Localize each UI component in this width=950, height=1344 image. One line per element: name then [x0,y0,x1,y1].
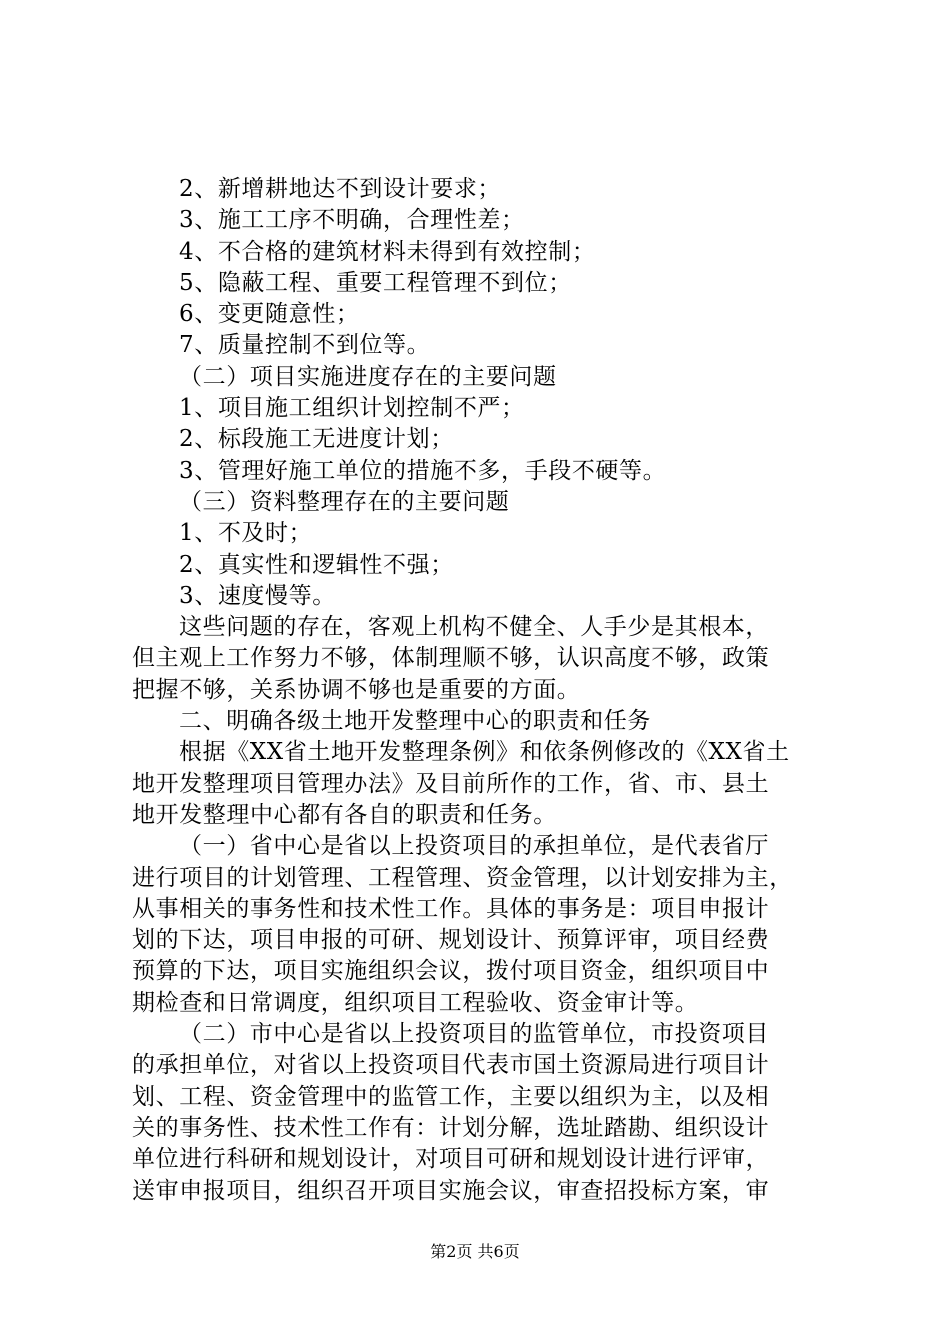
text-line: 5、隐蔽工程、重要工程管理不到位； [179,269,572,296]
text-line: 从事相关的事务性和技术性工作。具体的事务是：项目申报计 [132,895,770,922]
text-line: 划的下达，项目申报的可研、规划设计、预算评审，项目经费 [132,927,770,954]
text-line: 地开发整理项目管理办法》及目前所作的工作，省、市、县土 [132,770,770,797]
text-line: （二）项目实施进度存在的主要问题 [179,363,557,390]
text-line: 地开发整理中心都有各自的职责和任务。 [132,801,557,828]
document-body [132,174,832,1207]
page-footer: 第2页 共6页 [430,1242,520,1261]
text-line: 3、速度慢等。 [179,582,336,609]
text-line: 的承担单位，对省以上投资项目代表市国土资源局进行项目计 [132,1052,770,1079]
text-line: （三）资料整理存在的主要问题 [179,488,510,515]
text-line: 2、标段施工无进度计划； [179,426,454,453]
text-line: 划、工程、资金管理中的监管工作，主要以组织为主，以及相 [132,1083,770,1110]
text-line: 1、不及时； [179,520,313,547]
text-line: 4、不合格的建筑材料未得到有效控制； [179,238,596,265]
text-line: （一）省中心是省以上投资项目的承担单位，是代表省厅 [179,833,769,860]
text-line: 期检查和日常调度，组织项目工程验收、资金审计等。 [132,989,699,1016]
text-line: 2、新增耕地达不到设计要求； [179,176,502,202]
text-line: 但主观上工作努力不够，体制理顺不够，认识高度不够，政策 [132,645,770,672]
text-line: 6、变更随意性； [179,301,360,328]
text-line: 3、管理好施工单位的措施不多，手段不硬等。 [179,457,667,484]
text-line: 2、真实性和逻辑性不强； [179,551,454,578]
text-line: 送审申报项目，组织召开项目实施会议，审查招投标方案，审 [132,1177,770,1204]
text-line: 3、施工工序不明确，合理性差； [179,207,525,234]
text-line: 7、质量控制不到位等。 [179,332,431,359]
text-line: （二）市中心是省以上投资项目的监管单位，市投资项目 [179,1021,769,1048]
text-line: 根据《XX省土地开发整理条例》和依条例修改的《XX省土 [179,739,790,766]
text-line: 进行项目的计划管理、工程管理、资金管理，以计划安排为主， [132,864,793,891]
text-line: 1、项目施工组织计划控制不严； [179,395,525,422]
text-line: 二、明确各级土地开发整理中心的职责和任务 [179,708,651,735]
text-line: 关的事务性、技术性工作有：计划分解，选址踏勘、组织设计 [132,1114,770,1141]
text-line: 把握不够，关系协调不够也是重要的方面。 [132,676,581,703]
text-line: 预算的下达，项目实施组织会议，拨付项目资金，组织项目中 [132,958,770,985]
text-line: 这些问题的存在，客观上机构不健全、人手少是其根本， [179,614,769,641]
text-line: 单位进行科研和规划设计，对项目可研和规划设计进行评审， [132,1146,770,1173]
